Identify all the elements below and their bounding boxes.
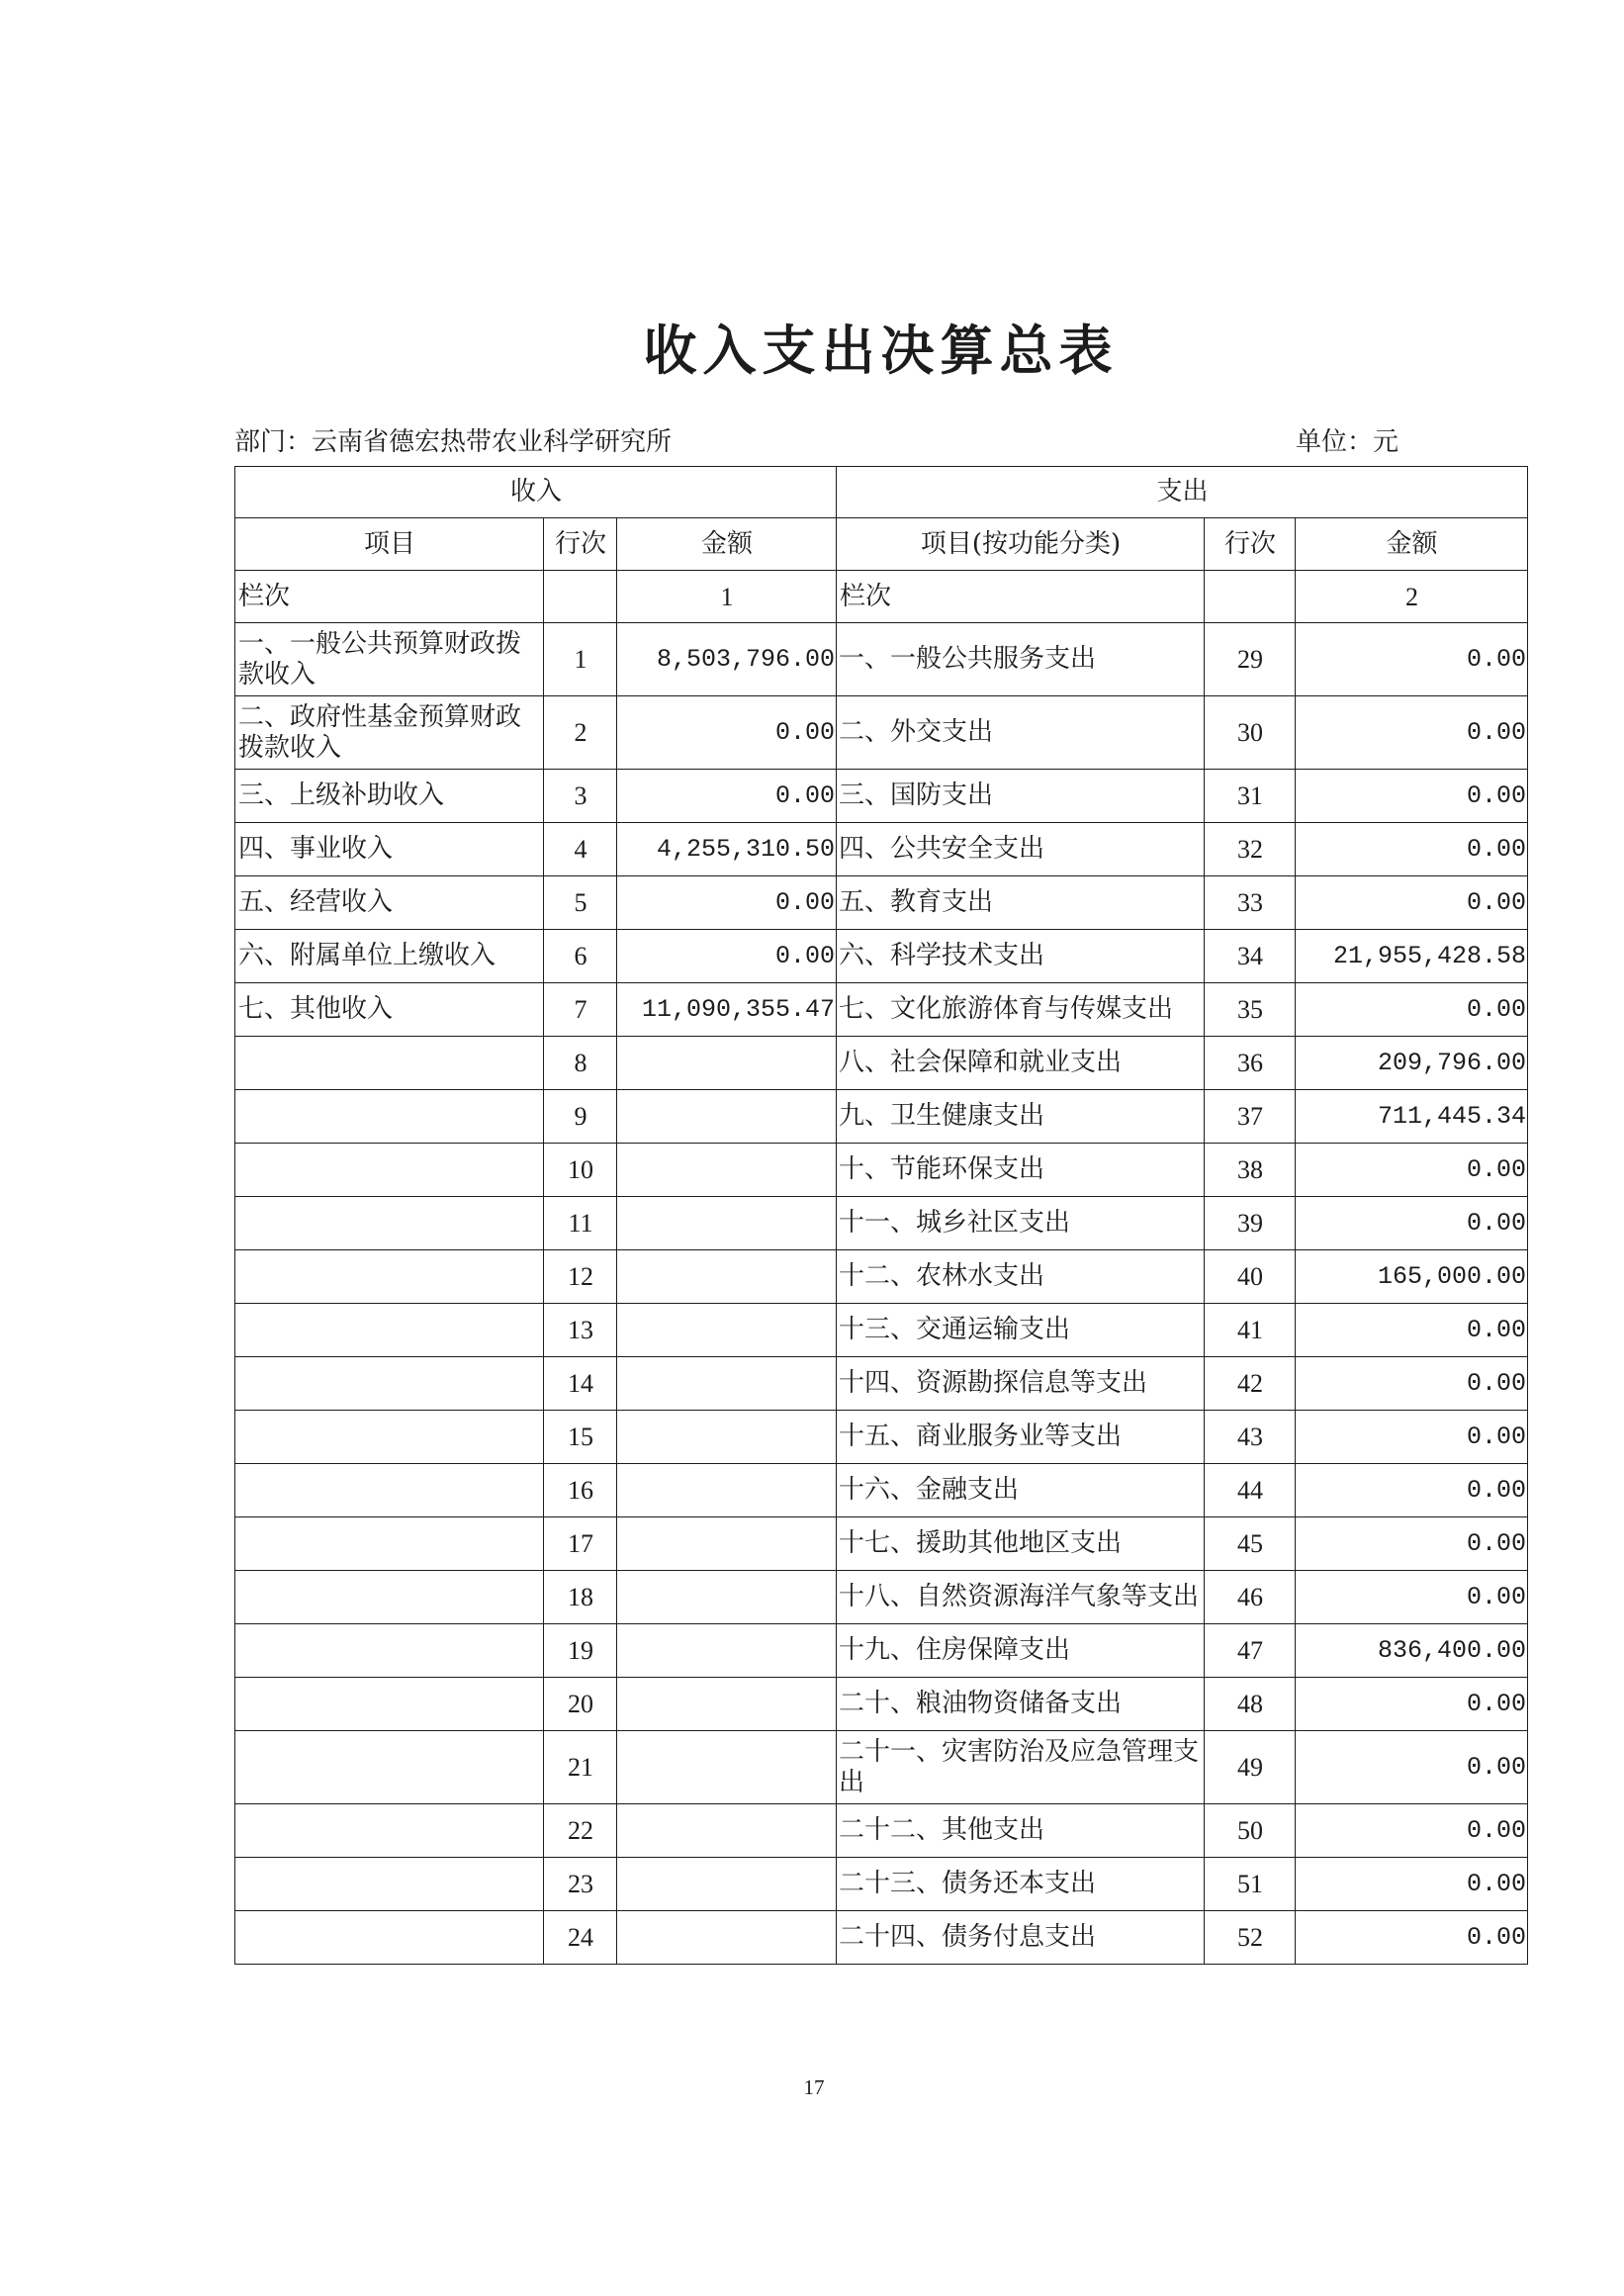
expense-line-cell: 42 [1205,1357,1296,1411]
income-line-cell: 13 [544,1304,617,1357]
expense-amount-cell: 0.00 [1296,876,1528,930]
expense-section-header: 支出 [837,467,1528,518]
expense-amount-cell: 0.00 [1296,1731,1528,1804]
expense-line-cell: 46 [1205,1571,1296,1624]
income-line-cell: 8 [544,1037,617,1090]
expense-index-label: 栏次 [837,571,1205,623]
expense-item-cell: 十七、援助其他地区支出 [837,1517,1205,1571]
expense-item-cell: 十三、交通运输支出 [837,1304,1205,1357]
expense-line-cell: 43 [1205,1411,1296,1464]
income-amount-cell [617,1250,837,1304]
expense-line-cell: 50 [1205,1804,1296,1858]
expense-amount-cell: 0.00 [1296,1517,1528,1571]
table-row [235,623,1528,696]
expense-item-cell: 二十一、灾害防治及应急管理支出 [837,1731,1205,1804]
income-line-cell: 9 [544,1090,617,1144]
income-line-cell: 23 [544,1858,617,1911]
income-item-cell: 四、事业收入 [235,823,544,876]
income-line-cell: 18 [544,1571,617,1624]
table-row [235,1090,1528,1144]
table-row [235,1144,1528,1197]
income-item-cell [235,1411,544,1464]
expense-amount-header: 金额 [1296,518,1528,571]
expense-item-cell: 十五、商业服务业等支出 [837,1411,1205,1464]
expense-item-header: 项目(按功能分类) [837,518,1205,571]
income-line-cell: 7 [544,983,617,1037]
income-line-cell: 3 [544,770,617,823]
income-amount-cell [617,1037,837,1090]
expense-line-cell: 31 [1205,770,1296,823]
expense-item-cell: 四、公共安全支出 [837,823,1205,876]
expense-item-cell: 六、科学技术支出 [837,930,1205,983]
expense-item-cell: 十四、资源勘探信息等支出 [837,1357,1205,1411]
income-item-cell [235,1090,544,1144]
table-row [235,770,1528,823]
expense-item-cell: 二十三、债务还本支出 [837,1858,1205,1911]
expense-line-cell: 34 [1205,930,1296,983]
department-label: 部门：云南省德宏热带农业科学研究所 [234,427,673,457]
expense-line-header: 行次 [1205,518,1296,571]
table-row [235,1411,1528,1464]
income-item-cell: 二、政府性基金预算财政拨款收入 [235,696,544,770]
income-index-number: 1 [617,571,837,623]
income-item-cell [235,1678,544,1731]
income-line-cell: 4 [544,823,617,876]
table-row [235,876,1528,930]
income-section-header: 收入 [235,467,837,518]
income-amount-cell [617,1144,837,1197]
table-row [235,1037,1528,1090]
income-amount-cell: 4,255,310.50 [617,823,837,876]
column-header-row [235,518,1528,571]
table-row [235,1911,1528,1965]
income-item-cell [235,1304,544,1357]
table-row [235,1571,1528,1624]
income-item-cell [235,1144,544,1197]
expense-line-cell: 32 [1205,823,1296,876]
page-number: 17 [803,2075,825,2099]
income-item-cell [235,1197,544,1250]
expense-line-cell: 47 [1205,1624,1296,1678]
income-amount-cell [617,1197,837,1250]
income-index-line-cell [544,571,617,623]
income-item-cell [235,1911,544,1965]
income-amount-cell [617,1911,837,1965]
income-amount-cell [617,1678,837,1731]
expense-item-cell: 八、社会保障和就业支出 [837,1037,1205,1090]
expense-line-cell: 30 [1205,696,1296,770]
income-amount-cell [617,1464,837,1517]
table-row [235,1357,1528,1411]
income-line-cell: 20 [544,1678,617,1731]
table-row [235,1464,1528,1517]
expense-item-cell: 九、卫生健康支出 [837,1090,1205,1144]
income-line-cell: 17 [544,1517,617,1571]
expense-amount-cell: 0.00 [1296,823,1528,876]
expense-amount-cell: 711,445.34 [1296,1090,1528,1144]
table-row [235,983,1528,1037]
expense-amount-cell: 21,955,428.58 [1296,930,1528,983]
income-line-cell: 14 [544,1357,617,1411]
income-amount-cell [617,1624,837,1678]
table-row [235,1517,1528,1571]
income-line-cell: 11 [544,1197,617,1250]
expense-item-cell: 二、外交支出 [837,696,1205,770]
income-item-cell [235,1571,544,1624]
column-index-row [235,571,1528,623]
expense-line-cell: 40 [1205,1250,1296,1304]
expense-line-cell: 52 [1205,1911,1296,1965]
income-amount-cell [617,1411,837,1464]
income-line-cell: 10 [544,1144,617,1197]
income-line-cell: 24 [544,1911,617,1965]
expense-line-cell: 33 [1205,876,1296,930]
table-row [235,696,1528,770]
table-row [235,930,1528,983]
expense-line-cell: 41 [1205,1304,1296,1357]
expense-amount-cell: 0.00 [1296,770,1528,823]
table-row [235,1197,1528,1250]
income-line-cell: 15 [544,1411,617,1464]
income-item-cell [235,1804,544,1858]
expense-item-cell: 一、一般公共服务支出 [837,623,1205,696]
income-amount-cell: 0.00 [617,930,837,983]
income-item-cell: 六、附属单位上缴收入 [235,930,544,983]
income-line-cell: 12 [544,1250,617,1304]
income-amount-cell: 0.00 [617,696,837,770]
income-item-cell: 三、上级补助收入 [235,770,544,823]
income-item-cell: 五、经营收入 [235,876,544,930]
expense-amount-cell: 209,796.00 [1296,1037,1528,1090]
table-row [235,1624,1528,1678]
income-amount-cell: 8,503,796.00 [617,623,837,696]
expense-line-cell: 35 [1205,983,1296,1037]
expense-item-cell: 三、国防支出 [837,770,1205,823]
income-item-cell [235,1037,544,1090]
income-amount-cell: 0.00 [617,876,837,930]
income-item-cell [235,1464,544,1517]
income-item-cell: 七、其他收入 [235,983,544,1037]
income-line-cell: 16 [544,1464,617,1517]
expense-line-cell: 49 [1205,1731,1296,1804]
expense-item-cell: 十、节能环保支出 [837,1144,1205,1197]
income-line-cell: 1 [544,623,617,696]
expense-amount-cell: 0.00 [1296,1464,1528,1517]
expense-amount-cell: 0.00 [1296,1144,1528,1197]
income-line-cell: 6 [544,930,617,983]
expense-line-cell: 37 [1205,1090,1296,1144]
expense-line-cell: 38 [1205,1144,1296,1197]
expense-index-line-cell [1205,571,1296,623]
table-row [235,823,1528,876]
income-amount-cell: 11,090,355.47 [617,983,837,1037]
expense-amount-cell: 0.00 [1296,1911,1528,1965]
expense-line-cell: 48 [1205,1678,1296,1731]
expense-amount-cell: 0.00 [1296,1678,1528,1731]
income-amount-cell [617,1357,837,1411]
income-line-cell: 5 [544,876,617,930]
income-item-cell [235,1624,544,1678]
document-title: 收入支出决算总表 [643,319,1119,382]
income-amount-header: 金额 [617,518,837,571]
table-row [235,1804,1528,1858]
unit-label: 单位：元 [1296,427,1399,457]
income-amount-cell [617,1858,837,1911]
expense-amount-cell: 0.00 [1296,1304,1528,1357]
table-row [235,1858,1528,1911]
income-line-cell: 19 [544,1624,617,1678]
income-item-cell [235,1250,544,1304]
expense-line-cell: 29 [1205,623,1296,696]
table-row [235,1304,1528,1357]
expense-line-cell: 39 [1205,1197,1296,1250]
expense-amount-cell: 0.00 [1296,1411,1528,1464]
income-item-header: 项目 [235,518,544,571]
expense-amount-cell: 0.00 [1296,1571,1528,1624]
income-amount-cell [617,1731,837,1804]
income-amount-cell [617,1804,837,1858]
table-row [235,1250,1528,1304]
table-body [235,623,1528,1965]
expense-index-number: 2 [1296,571,1528,623]
income-amount-cell [617,1571,837,1624]
expense-item-cell: 十一、城乡社区支出 [837,1197,1205,1250]
income-item-cell [235,1731,544,1804]
income-item-cell: 一、一般公共预算财政拨款收入 [235,623,544,696]
expense-amount-cell: 0.00 [1296,1858,1528,1911]
section-header-row [235,467,1528,518]
income-amount-cell: 0.00 [617,770,837,823]
expense-amount-cell: 0.00 [1296,1804,1528,1858]
income-amount-cell [617,1517,837,1571]
expense-item-cell: 十六、金融支出 [837,1464,1205,1517]
expense-amount-cell: 0.00 [1296,623,1528,696]
expense-item-cell: 七、文化旅游体育与传媒支出 [837,983,1205,1037]
expense-line-cell: 44 [1205,1464,1296,1517]
expense-item-cell: 二十四、债务付息支出 [837,1911,1205,1965]
expense-line-cell: 36 [1205,1037,1296,1090]
expense-amount-cell: 0.00 [1296,1197,1528,1250]
income-line-header: 行次 [544,518,617,571]
income-item-cell [235,1858,544,1911]
expense-item-cell: 二十二、其他支出 [837,1804,1205,1858]
income-amount-cell [617,1090,837,1144]
income-index-label: 栏次 [235,571,544,623]
income-amount-cell [617,1304,837,1357]
income-line-cell: 21 [544,1731,617,1804]
income-expense-summary-table [234,466,1528,1965]
expense-item-cell: 二十、粮油物资储备支出 [837,1678,1205,1731]
expense-item-cell: 十八、自然资源海洋气象等支出 [837,1571,1205,1624]
income-item-cell [235,1517,544,1571]
expense-item-cell: 十二、农林水支出 [837,1250,1205,1304]
income-line-cell: 22 [544,1804,617,1858]
expense-amount-cell: 0.00 [1296,696,1528,770]
table-row [235,1678,1528,1731]
income-item-cell [235,1357,544,1411]
expense-amount-cell: 0.00 [1296,1357,1528,1411]
expense-amount-cell: 165,000.00 [1296,1250,1528,1304]
expense-line-cell: 51 [1205,1858,1296,1911]
table-row [235,1731,1528,1804]
expense-item-cell: 五、教育支出 [837,876,1205,930]
expense-line-cell: 45 [1205,1517,1296,1571]
income-line-cell: 2 [544,696,617,770]
expense-item-cell: 十九、住房保障支出 [837,1624,1205,1678]
expense-amount-cell: 836,400.00 [1296,1624,1528,1678]
expense-amount-cell: 0.00 [1296,983,1528,1037]
